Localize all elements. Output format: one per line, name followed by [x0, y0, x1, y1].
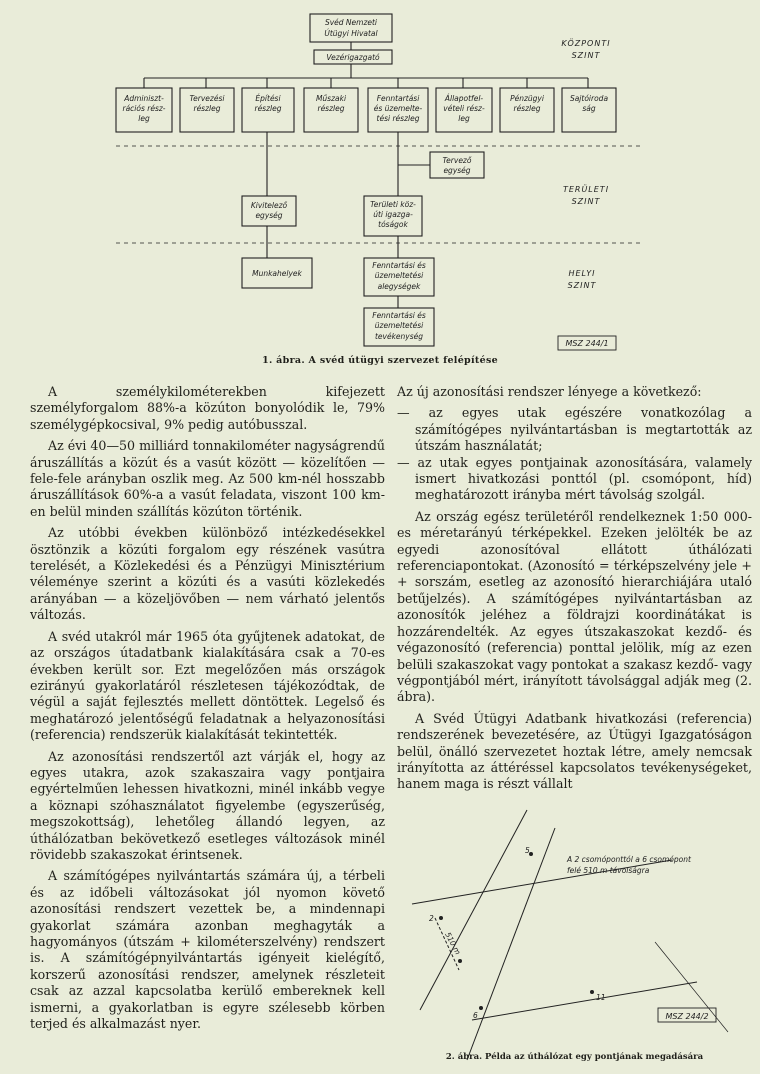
- contractor-1: Kivitelező: [250, 201, 288, 210]
- paragraph: A svéd utakról már 1965 óta gyűjtenek adatokat, de az országos útadatbank kialakítására csak a 70-es években került sor. Ezt megelőzően más országok ezirányú gyakorlatáról részletesen tájékozódtak, de végül a saját fejlesztés mellett döntöttek. Legelső és meghatározó jelentőségű feladatnak a helyazonosítási (referencia) rendszerük kialakítását tekintették.: [30, 628, 385, 743]
- paragraph-intro: Az új azonosítási rendszer lényege a következő:: [397, 384, 702, 399]
- dept-technical-2: részleg: [317, 104, 345, 113]
- dept-survey-2: vételi rész-: [443, 104, 485, 113]
- dept-maintenance-1: Fenntartási: [376, 94, 420, 103]
- paragraph: Az évi 40—50 milliárd tonnakilométer nagyságrendű áruszállítás a közút és a vasút között — közelítően — fele-fele arányban oszlik meg. Az 500 km-nél hosszabb áruszállítások 60%-a a vasút feladata, viszont 100 km-en belül minden szállítás közúton történik.: [30, 438, 385, 519]
- dept-admin-1: Adminiszt-: [124, 94, 164, 103]
- dept-press-2: ság: [582, 104, 596, 113]
- node-label: 6: [473, 1011, 478, 1020]
- paragraph: A személykilométerekben kifejezett személyforgalom 88%-a közúton bonyolódik le, 79% személygépkocsival, 9% pedig autóbusszal.: [30, 384, 385, 432]
- level-local-2: SZINT: [567, 281, 597, 290]
- figure1-code: MSZ 244/1: [565, 339, 609, 348]
- worksites: Munkahelyek: [252, 269, 302, 278]
- maint-activity-1: Fenntartási és: [372, 311, 426, 320]
- design-unit-1: Tervező: [442, 156, 472, 165]
- figure2-caption: 2. ábra. Példa az úthálózat egy pontjának megadására: [445, 1052, 704, 1062]
- level-central-1: KÖZPONTI: [561, 39, 611, 48]
- diagram-note-2: felé 510 m távolságra: [567, 866, 650, 875]
- regional-3: tóságok: [378, 220, 408, 229]
- left-column: [30, 384, 385, 1037]
- level-regional-2: SZINT: [571, 197, 601, 206]
- node-label: 2: [429, 914, 434, 923]
- road-line: [420, 810, 527, 1010]
- org-top-line1: Svéd Nemzeti: [324, 18, 378, 27]
- level-regional-1: TERÜLETI: [562, 185, 610, 194]
- paragraph: Az azonosítási rendszertől azt várják el, hogy az egyes utakra, azok szakaszaira vagy pontjaira egyértelműen lehessen hivatkozni, minél inkább vegye a köznapi szóhasználatot figyelembe (egyszerűség, megszokottság), lehetőleg állandó legyen, az úthálózatban bekövetkező esetleges változások minél rövidebb szakaszokat érintsenek.: [30, 748, 385, 862]
- dept-planning-1: Tervezési: [189, 94, 225, 103]
- dept-press-1: Sajtóiroda: [569, 94, 609, 103]
- org-director: Vezérigazgató: [326, 53, 380, 62]
- dept-maintenance-2: és üzemelte-: [373, 104, 423, 113]
- road-line: [467, 828, 555, 1060]
- dept-building-1: Építési: [255, 94, 281, 103]
- org-chart: [0, 0, 760, 372]
- maint-units-2: üzemeltetési: [374, 271, 424, 280]
- regional-1: Területi köz-: [370, 200, 416, 209]
- node-label: 11: [596, 993, 606, 1002]
- diagram-note-1: A 2 csomóponttól a 6 csomópont: [567, 855, 691, 864]
- dept-planning-2: részleg: [193, 104, 221, 113]
- level-local-1: HELYI: [568, 269, 596, 278]
- dept-finance-1: Pénzügyi: [510, 94, 544, 103]
- level-central-2: SZINT: [571, 51, 601, 60]
- paragraph: A számítógépes nyilvántartás számára új, a térbeli és az időbeli változásokat jól nyomon követő azonosítási rendszert vezettek be, a mindennapi gyakorlat számára azonban meghagyták a hagyományos (útszám + kilométerszelvény) rendszert is. A számítógépnyilvántartás igényeit kielégítő, korszerű azonosítási rendszer, amelynek részleteit csak az azzal kapcsolatba kerülő embereknek kell ismerni, a gyakorlatban is egyre szélesebb körben terjed és alkalmazást nyer.: [30, 868, 385, 1032]
- road-reference-diagram: [397, 800, 760, 1074]
- design-unit-2: egység: [443, 166, 471, 175]
- dept-maintenance-3: tési részleg: [376, 114, 420, 123]
- dept-survey-3: leg: [458, 114, 470, 123]
- regional-2: úti igazga-: [373, 210, 413, 219]
- dept-building-2: részleg: [254, 104, 282, 113]
- dept-finance-2: részleg: [513, 104, 541, 113]
- maint-units-3: alegységek: [377, 282, 421, 291]
- bullet-item: — az egyes utak egészére vonatkozólag a számítógépes nyilvántartásban is megtartották az útszám használatát;: [397, 405, 752, 454]
- paragraph: A Svéd Útügyi Adatbank hivatkozási (referencia) rendszerének bevezetésére, az Útügyi Igazgatóságon belül, önálló szervezetet hoztak létre, amely nemcsak irányította az áttéréssel kapcsolatos tevékenységeket, hanem maga is részt vállalt: [397, 710, 752, 792]
- road-line: [472, 982, 697, 1020]
- dept-technical-1: Műszaki: [315, 94, 347, 103]
- distance-label: 510 m: [443, 930, 463, 957]
- org-top-line2: Útügyi Hivatal: [324, 29, 378, 38]
- maint-activity-3: tevékenység: [374, 332, 424, 341]
- maint-units-1: Fenntartási és: [372, 261, 426, 270]
- dept-admin-2: rációs rész-: [122, 104, 166, 113]
- contractor-2: egység: [255, 211, 283, 220]
- figure1-caption: 1. ábra. A svéd útügyi szervezet felépítése: [262, 355, 498, 366]
- maint-activity-2: üzemeltetési: [374, 321, 424, 330]
- paragraph: Az utóbbi években különböző intézkedésekkel ösztönzik a közúti forgalom egy részének vasútra terelését, a Közlekedési és a Pénzügyi Minisztérium véleménye szerint a közúti és a vasúti közlekedés arányában — a közeljövőben — nem várható jelentős változás.: [30, 525, 385, 623]
- dept-survey-1: Állapotfel-: [444, 94, 484, 103]
- bullet-item: — az utak egyes pontjainak azonosítására, valamely ismert hivatkozási ponttól (pl. csomópont, híd) meghatározott irányba mért távolság szolgál.: [397, 454, 752, 503]
- figure2-code: MSZ 244/2: [665, 1012, 709, 1021]
- dept-admin-3: leg: [138, 114, 150, 123]
- right-column: [397, 384, 752, 798]
- node-label: 5: [525, 846, 530, 855]
- paragraph: Az ország egész területéről rendelkeznek 1:50 000-es méretarányú térképekkel. Ezeken jelölték be az egyedi azonosítóval ellátott úthálózati referenciapontokat. (Azonosító = térképszelvény jele + + sorszám, esetleg az azonosító hierarchiájára utaló betűjelzés). A számítógépes nyilvántartásban az azonosítók jeléhez a földrajzi koordinátákat is hozzárendelték. Az egyes útszakaszokat kezdő- és végazonosító (referencia) ponttal jelölik, míg az ezen belüli szakaszokat vagy pontokat a szakasz kezdő- vagy végpontjából mért, irányított távolsággal adják meg (2. ábra).: [397, 508, 752, 705]
